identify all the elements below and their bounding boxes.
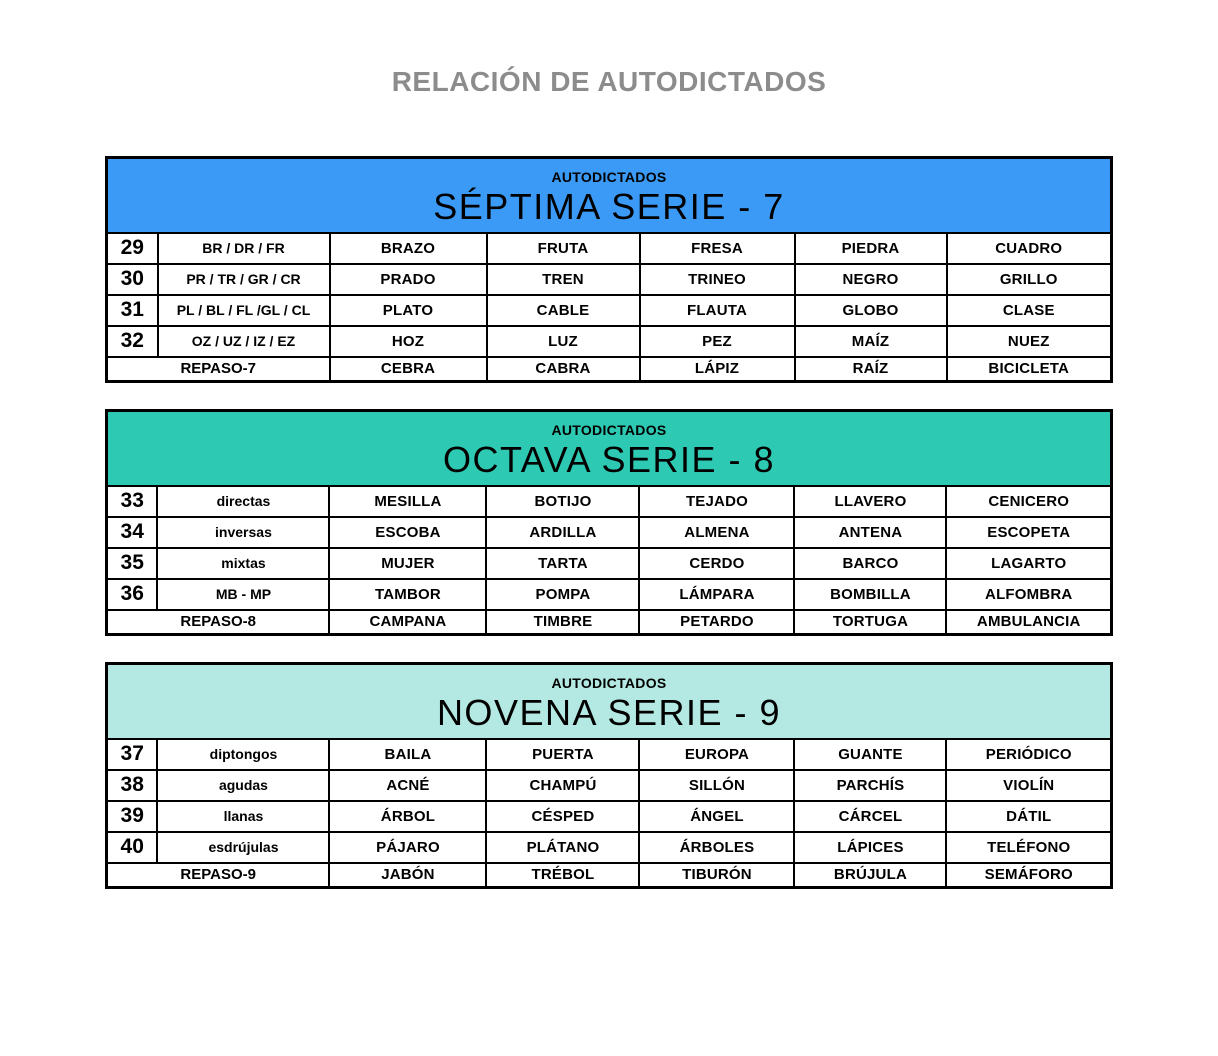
serie-header <box>107 158 1112 233</box>
serie-header-label: AUTODICTADOS <box>551 421 667 438</box>
word-cell: MUJER <box>329 548 486 579</box>
word-cell: BICICLETA <box>947 357 1112 382</box>
word-cell: LÁMPARA <box>639 579 794 610</box>
word-cell: JABÓN <box>329 863 486 888</box>
word-cell: ESCOBA <box>329 517 486 548</box>
word-cell: VIOLÍN <box>946 770 1111 801</box>
serie-table-2 <box>105 409 1113 636</box>
word-cell: BARCO <box>794 548 946 579</box>
serie-title: OCTAVA SERIE - 8 <box>442 438 776 480</box>
word-cell: GLOBO <box>795 295 947 326</box>
word-cell: PEZ <box>640 326 795 357</box>
table-row <box>106 486 1111 517</box>
word-cell: LLAVERO <box>794 486 946 517</box>
word-cell: BRÚJULA <box>794 863 946 888</box>
word-cell: TAMBOR <box>329 579 486 610</box>
word-cell: TELÉFONO <box>946 832 1111 863</box>
repaso-label: REPASO-8 <box>106 610 329 635</box>
row-number: 32 <box>107 326 158 357</box>
word-cell: ÁNGEL <box>639 801 794 832</box>
row-category: BR / DR / FR <box>158 233 330 264</box>
row-number: 31 <box>107 295 158 326</box>
serie-table-3 <box>105 662 1113 889</box>
row-number: 39 <box>106 801 157 832</box>
word-cell: FRESA <box>640 233 795 264</box>
serie-header <box>106 664 1111 739</box>
row-number: 29 <box>107 233 158 264</box>
word-cell: LUZ <box>487 326 640 357</box>
word-cell: CÁRCEL <box>794 801 946 832</box>
row-number: 33 <box>106 486 157 517</box>
word-cell: TIBURÓN <box>639 863 794 888</box>
word-cell: MAÍZ <box>795 326 947 357</box>
table-row <box>106 579 1111 610</box>
word-cell: CABLE <box>487 295 640 326</box>
table-row <box>107 295 1112 326</box>
word-cell: AMBULANCIA <box>946 610 1111 635</box>
word-cell: SILLÓN <box>639 770 794 801</box>
table-row <box>106 832 1111 863</box>
word-cell: ANTENA <box>794 517 946 548</box>
serie-header-row <box>106 664 1111 739</box>
row-category: MB - MP <box>157 579 329 610</box>
word-cell: HOZ <box>330 326 487 357</box>
word-cell: TEJADO <box>639 486 794 517</box>
row-number: 37 <box>106 739 157 770</box>
serie-table-1 <box>105 156 1113 383</box>
table-row <box>107 326 1112 357</box>
serie-title: NOVENA SERIE - 9 <box>436 691 782 733</box>
word-cell: LÁPIZ <box>640 357 795 382</box>
row-number: 30 <box>107 264 158 295</box>
repaso-label: REPASO-7 <box>107 357 330 382</box>
word-cell: TRINEO <box>640 264 795 295</box>
word-cell: PETARDO <box>639 610 794 635</box>
word-cell: PLÁTANO <box>486 832 639 863</box>
word-cell: TORTUGA <box>794 610 946 635</box>
word-cell: TIMBRE <box>486 610 639 635</box>
word-cell: CABRA <box>487 357 640 382</box>
word-cell: LAGARTO <box>946 548 1111 579</box>
word-cell: PÁJARO <box>329 832 486 863</box>
word-cell: DÁTIL <box>946 801 1111 832</box>
word-cell: CHAMPÚ <box>486 770 639 801</box>
word-cell: CLASE <box>947 295 1112 326</box>
word-cell: RAÍZ <box>795 357 947 382</box>
page-title: RELACIÓN DE AUTODICTADOS <box>391 66 827 97</box>
row-category: llanas <box>157 801 329 832</box>
row-category: mixtas <box>157 548 329 579</box>
row-category: inversas <box>157 517 329 548</box>
word-cell: BRAZO <box>330 233 487 264</box>
table-row <box>106 517 1111 548</box>
table-row <box>106 548 1111 579</box>
row-category: agudas <box>157 770 329 801</box>
word-cell: TARTA <box>486 548 639 579</box>
word-cell: ARDILLA <box>486 517 639 548</box>
word-cell: TREN <box>487 264 640 295</box>
word-cell: ÁRBOL <box>329 801 486 832</box>
word-cell: NUEZ <box>947 326 1112 357</box>
word-cell: GUANTE <box>794 739 946 770</box>
word-cell: BAILA <box>329 739 486 770</box>
table-row <box>107 264 1112 295</box>
repaso-row <box>107 357 1112 382</box>
word-cell: MESILLA <box>329 486 486 517</box>
word-cell: CAMPANA <box>329 610 486 635</box>
word-cell: CUADRO <box>947 233 1112 264</box>
serie-header-label: AUTODICTADOS <box>551 674 667 691</box>
word-cell: TRÉBOL <box>486 863 639 888</box>
word-cell: ALFOMBRA <box>946 579 1111 610</box>
word-cell: ALMENA <box>639 517 794 548</box>
word-cell: PARCHÍS <box>794 770 946 801</box>
word-cell: PRADO <box>330 264 487 295</box>
word-cell: CERDO <box>639 548 794 579</box>
word-cell: NEGRO <box>795 264 947 295</box>
row-category: directas <box>157 486 329 517</box>
table-row <box>106 739 1111 770</box>
word-cell: ACNÉ <box>329 770 486 801</box>
word-cell: LÁPICES <box>794 832 946 863</box>
word-cell: BOTIJO <box>486 486 639 517</box>
row-number: 36 <box>106 579 157 610</box>
word-cell: ESCOPETA <box>946 517 1111 548</box>
word-cell: BOMBILLA <box>794 579 946 610</box>
word-cell: CEBRA <box>330 357 487 382</box>
word-cell: GRILLO <box>947 264 1112 295</box>
serie-header <box>106 411 1111 486</box>
word-cell: PERIÓDICO <box>946 739 1111 770</box>
repaso-row <box>106 863 1111 888</box>
table-row <box>106 801 1111 832</box>
serie-header-row <box>107 158 1112 233</box>
row-number: 40 <box>106 832 157 863</box>
serie-header-row <box>106 411 1111 486</box>
table-row <box>106 770 1111 801</box>
word-cell: EUROPA <box>639 739 794 770</box>
word-cell: POMPA <box>486 579 639 610</box>
row-number: 38 <box>106 770 157 801</box>
word-cell: FLAUTA <box>640 295 795 326</box>
word-cell: PLATO <box>330 295 487 326</box>
serie-header-label: AUTODICTADOS <box>551 168 667 185</box>
row-category: diptongos <box>157 739 329 770</box>
repaso-row <box>106 610 1111 635</box>
word-cell: CENICERO <box>946 486 1111 517</box>
tables-container <box>0 156 1218 889</box>
word-cell: PUERTA <box>486 739 639 770</box>
row-category: OZ / UZ / IZ / EZ <box>158 326 330 357</box>
row-number: 35 <box>106 548 157 579</box>
word-cell: PIEDRA <box>795 233 947 264</box>
table-row <box>107 233 1112 264</box>
row-category: PR / TR / GR / CR <box>158 264 330 295</box>
row-category: esdrújulas <box>157 832 329 863</box>
row-category: PL / BL / FL /GL / CL <box>158 295 330 326</box>
serie-title: SÉPTIMA SERIE - 7 <box>433 185 785 227</box>
word-cell: ÁRBOLES <box>639 832 794 863</box>
word-cell: SEMÁFORO <box>946 863 1111 888</box>
repaso-label: REPASO-9 <box>106 863 329 888</box>
word-cell: FRUTA <box>487 233 640 264</box>
word-cell: CÉSPED <box>486 801 639 832</box>
row-number: 34 <box>106 517 157 548</box>
